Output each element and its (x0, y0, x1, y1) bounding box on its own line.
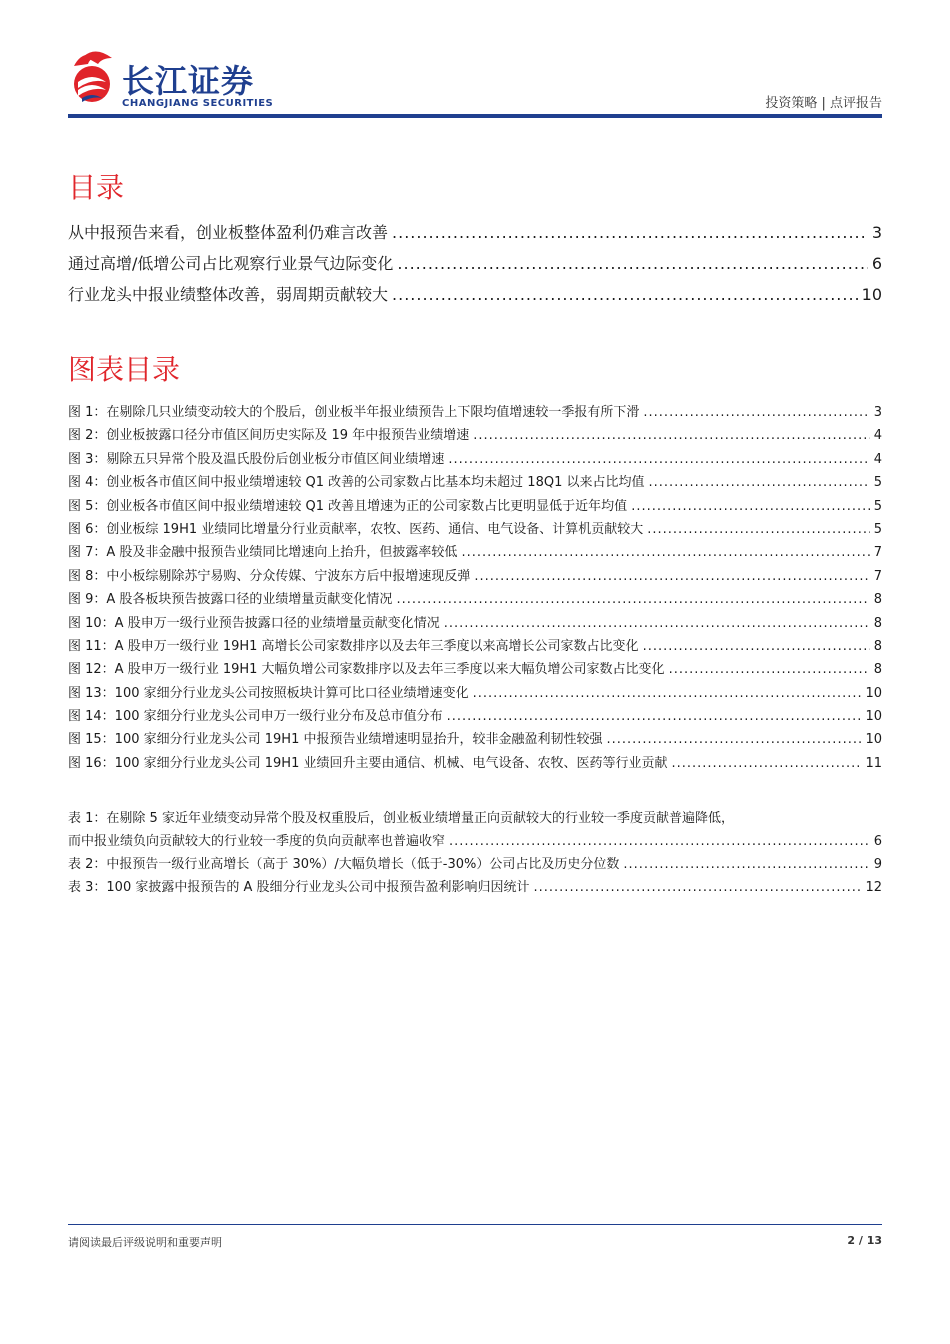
figure-entry[interactable] (68, 658, 882, 681)
table-entry-page: 6 (873, 834, 882, 849)
logo-chinese-name: 长江证券 (122, 62, 255, 100)
toc-entry-title: 通过高增/低增公司占比观察行业景气边际变化 (68, 254, 394, 273)
table-entry[interactable] (68, 830, 882, 853)
leader-dots (623, 853, 869, 876)
table-entry-page: 12 (865, 880, 882, 895)
leader-dots (448, 448, 869, 471)
figure-entry-page: 7 (873, 545, 882, 561)
toc-entry[interactable] (68, 217, 882, 248)
figure-entry[interactable] (68, 612, 882, 635)
figure-entry-title: 图 10：A 股申万一级行业预告披露口径的业绩增量贡献变化情况 (68, 615, 440, 631)
figure-entry-page: 10 (865, 685, 882, 701)
table-entry-title-line1[interactable]: 表 1：在剔除 5 家近年业绩变动异常个股及权重股后，创业板业绩增量正向贡献较大的行业较一季度贡献普遍降低， (68, 811, 734, 826)
contents-list (68, 217, 882, 310)
figure-entry-title: 图 14：100 家细分行业龙头公司申万一级行业分布及总市值分布 (68, 709, 443, 725)
figure-entry-title: 图 13：100 家细分行业龙头公司按照板块计算可比口径业绩增速变化 (68, 685, 469, 701)
figure-entry-page: 11 (865, 755, 882, 771)
toc-entry-page: 10 (861, 285, 882, 304)
figure-entry[interactable] (68, 448, 882, 471)
toc-entry[interactable] (68, 248, 882, 279)
figure-entry-title: 图 11：A 股申万一级行业 19H1 高增长公司家数排序以及去年三季度以来高增长公司家数占比变化 (68, 638, 639, 654)
page-number: 2 / 13 (847, 1234, 882, 1247)
table-entry[interactable] (68, 853, 882, 876)
figures-title: 图表目录 (68, 353, 181, 386)
contents-title: 目录 (68, 171, 125, 204)
table-entry-title: 表 2：中报预告一级行业高增长（高于 30%）/大幅负增长（低于-30%）公司占比及历史分位数 (68, 857, 620, 872)
footer-divider (68, 1224, 882, 1225)
header-divider (68, 114, 882, 118)
table-entry-page: 9 (873, 857, 882, 872)
figure-entry-title: 图 15：100 家细分行业龙头公司 19H1 中报预告业绩增速明显抬升，较非金融盈利韧性较强 (68, 732, 603, 748)
toc-entry[interactable] (68, 279, 882, 310)
toc-entry-title: 行业龙头中报业绩整体改善，弱周期贡献较大 (68, 285, 389, 304)
leader-dots (397, 248, 867, 279)
leader-dots (392, 217, 868, 248)
figure-entry-title: 图 6：创业板综 19H1 业绩同比增量分行业贡献率，农牧、医药、通信、电气设备、计算机贡献较大 (68, 521, 644, 537)
figure-entry[interactable] (68, 541, 882, 564)
leader-dots (392, 279, 858, 310)
figure-entry[interactable] (68, 682, 882, 705)
figure-entry-title: 图 9：A 股各板块预告披露口径的业绩增量贡献变化情况 (68, 592, 393, 608)
leader-dots (669, 658, 870, 681)
leader-dots (643, 401, 869, 424)
table-entry[interactable] (68, 876, 882, 899)
figure-entry-title: 图 2：创业板披露口径分市值区间历史实际及 19 年中报预告业绩增速 (68, 428, 470, 444)
table-entry-title: 表 3：100 家披露中报预告的 A 股细分行业龙头公司中报预告盈利影响归因统计 (68, 880, 530, 895)
figure-entry-title: 图 5：创业板各市值区间中报业绩增速较 Q1 改善且增速为正的公司家数占比更明显低于近年均值 (68, 498, 628, 514)
toc-entry-page: 6 (871, 254, 882, 273)
leader-dots (461, 541, 869, 564)
report-type-label: 投资策略 | 点评报告 (765, 96, 882, 111)
figure-entry-title: 图 4：创业板各市值区间中报业绩增速较 Q1 改善的公司家数占比基本均未超过 18Q1 以来占比均值 (68, 475, 645, 491)
changjiang-logo-icon (68, 48, 118, 108)
figure-entry[interactable] (68, 471, 882, 494)
figure-entry-page: 10 (865, 732, 882, 748)
leader-dots (473, 682, 862, 705)
toc-entry-page: 3 (871, 223, 882, 242)
figure-entry-page: 7 (873, 568, 882, 584)
figure-entry-title: 图 8：中小板综剔除苏宁易购、分众传媒、宁波东方后中报增速现反弹 (68, 568, 471, 584)
leader-dots (648, 471, 869, 494)
figure-entry[interactable] (68, 588, 882, 611)
figure-entry-title: 图 12：A 股申万一级行业 19H1 大幅负增公司家数排序以及去年三季度以来大幅负增公司家数占比变化 (68, 662, 665, 678)
figure-entry-page: 8 (873, 638, 882, 654)
figure-entry[interactable] (68, 705, 882, 728)
figure-entry-page: 5 (873, 521, 882, 537)
figure-entry-page: 5 (873, 498, 882, 514)
leader-dots (671, 752, 861, 775)
figure-entry-page: 4 (873, 428, 882, 444)
company-logo (68, 48, 328, 108)
table-entry-title: 而中报业绩负向贡献较大的行业较一季度的负向贡献率也普遍收窄 (68, 834, 446, 849)
leader-dots (447, 705, 862, 728)
figure-entry-page: 10 (865, 709, 882, 725)
figure-entry[interactable] (68, 424, 882, 447)
figure-entry[interactable] (68, 565, 882, 588)
toc-entry-title: 从中报预告来看，创业板整体盈利仍难言改善 (68, 223, 389, 242)
figure-entry[interactable] (68, 728, 882, 751)
figure-entry-title: 图 16：100 家细分行业龙头公司 19H1 业绩回升主要由通信、机械、电气设备、农牧、医药等行业贡献 (68, 755, 668, 771)
figure-entry-title: 图 7：A 股及非金融中报预告业绩同比增速向上抬升，但披露率较低 (68, 545, 458, 561)
leader-dots (534, 876, 862, 899)
figure-entry-title: 图 3：剔除五只异常个股及温氏股份后创业板分市值区间业绩增速 (68, 451, 445, 467)
figure-entry-page: 4 (873, 451, 882, 467)
figure-entry[interactable] (68, 401, 882, 424)
tables-list (68, 807, 882, 899)
figure-entry-page: 5 (873, 475, 882, 491)
leader-dots (606, 728, 861, 751)
figure-entry-page: 8 (873, 592, 882, 608)
figure-entry[interactable] (68, 518, 882, 541)
figures-list (68, 401, 882, 775)
logo-english-name: CHANGJIANG SECURITIES (122, 98, 274, 109)
figure-entry-title: 图 1：在剔除几只业绩变动较大的个股后，创业板半年报业绩预告上下限均值增速较一季报有所下滑 (68, 405, 640, 420)
figure-entry-page: 8 (873, 662, 882, 678)
leader-dots (631, 495, 870, 518)
leader-dots (449, 830, 870, 853)
leader-dots (643, 635, 870, 658)
disclaimer-notice: 请阅读最后评级说明和重要声明 (68, 1236, 222, 1249)
figure-entry[interactable] (68, 495, 882, 518)
page-header (68, 40, 882, 120)
figure-entry[interactable] (68, 752, 882, 775)
leader-dots (396, 588, 869, 611)
figure-entry-page: 8 (873, 615, 882, 631)
figure-entry[interactable] (68, 635, 882, 658)
leader-dots (444, 612, 870, 635)
leader-dots (647, 518, 869, 541)
leader-dots (474, 565, 869, 588)
leader-dots (473, 424, 870, 447)
figure-entry-page: 3 (873, 405, 882, 420)
